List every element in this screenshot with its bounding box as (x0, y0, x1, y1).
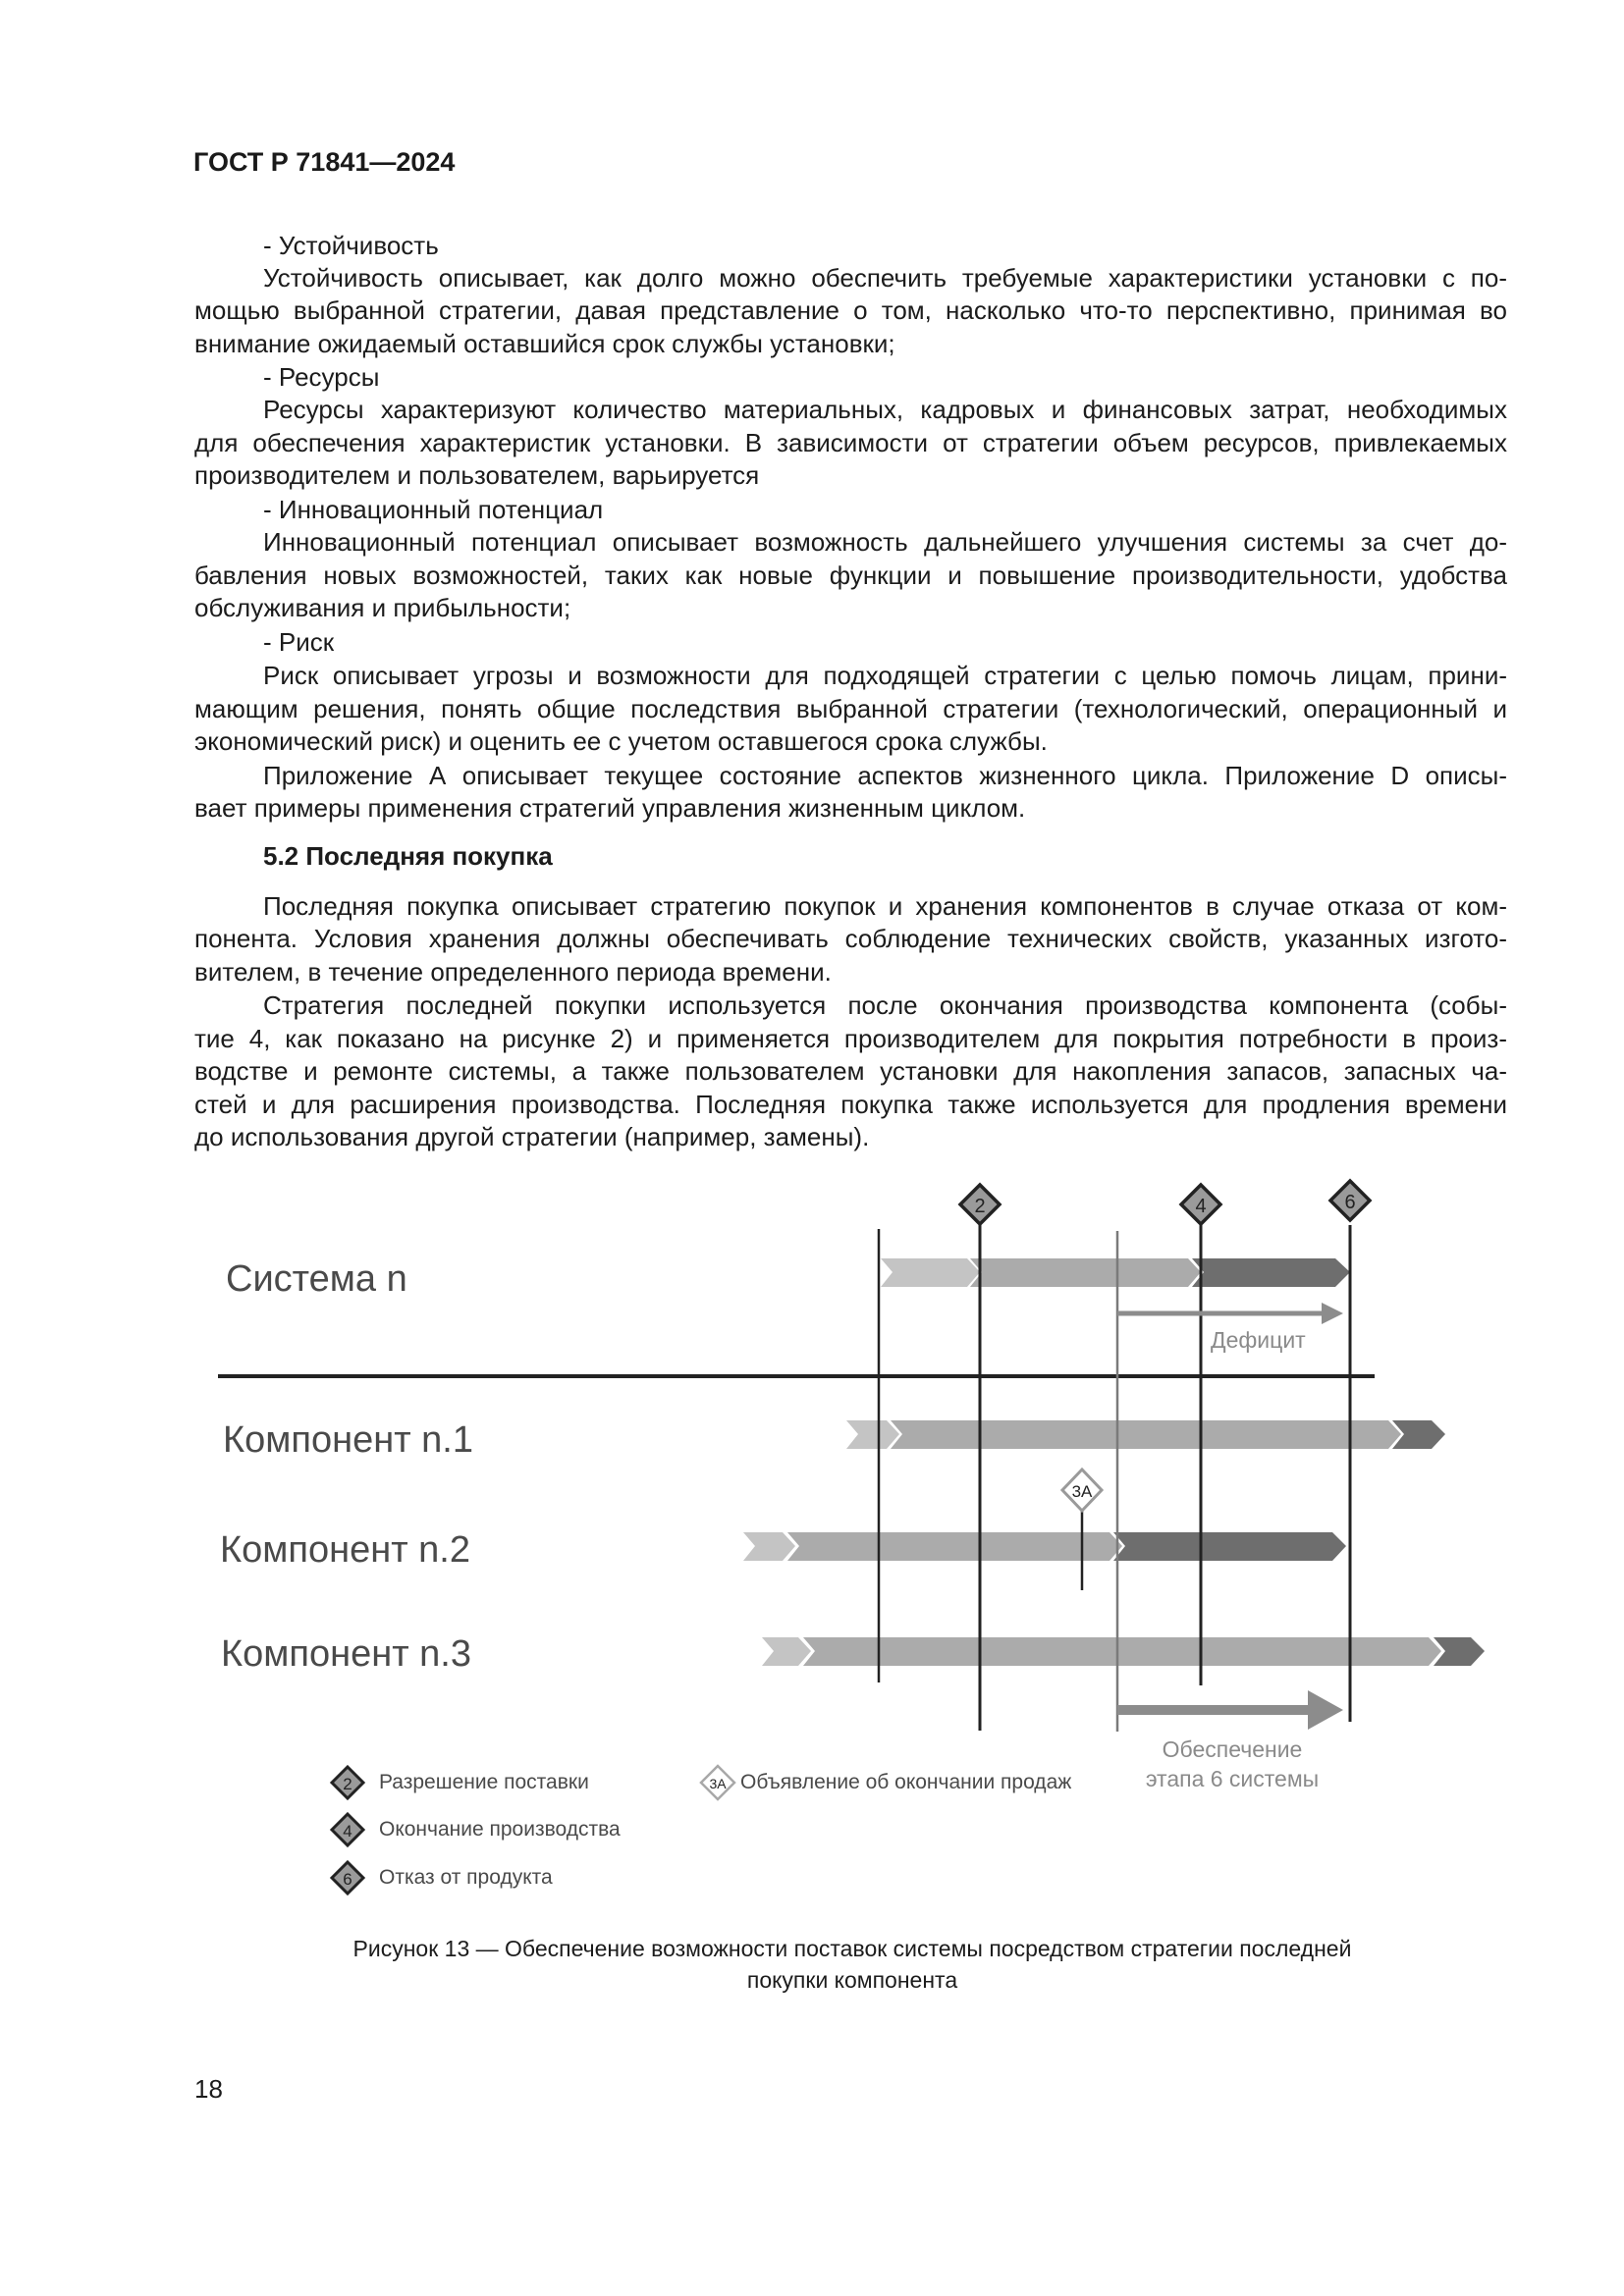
legend-milestone-6-icon (332, 1862, 363, 1894)
paragraph-line: бавления новых возможностей, таких как новые функции и повышение производительности, удобства (194, 561, 1507, 590)
paragraph-line: Ресурсы характеризуют количество материальных, кадровых и финансовых затрат, необходимых (263, 395, 1507, 424)
svg-text:2: 2 (974, 1196, 986, 1217)
paragraph-line: мающим решения, понять общие последствия выбранной стратегии (технологический, операционный и (194, 694, 1507, 723)
deficit-arrow-icon (1117, 1303, 1343, 1324)
row-label-component-1: Компонент n.1 (223, 1419, 473, 1461)
paragraph-line: до использования другой стратегии (например, замены). (194, 1122, 870, 1151)
provision-label-line-1: Обеспечение (1162, 1736, 1303, 1762)
svg-text:3A: 3A (709, 1776, 727, 1791)
svg-text:3A: 3A (1071, 1482, 1093, 1501)
milestone-6-diamond-icon (1330, 1181, 1370, 1220)
paragraph-line: экономический риск) и оценить ее с учетом оставшегося срока службы. (194, 726, 1048, 756)
paragraph-line: стей и для расширения производства. Последняя покупка также используется для продления времени (194, 1090, 1507, 1119)
milestone-3a-diamond-icon (1062, 1469, 1102, 1511)
paragraph-line: вителем, в течение определенного периода времени. (194, 957, 832, 987)
row-label-component-2: Компонент n.2 (220, 1529, 470, 1571)
legend-label-end-of-sale: Объявление об окончании продаж (740, 1771, 1072, 1793)
component-1-bar (846, 1420, 1445, 1449)
paragraph-line: обслуживания и прибыльности; (194, 593, 571, 622)
section-heading: 5.2 Последняя покупка (263, 841, 553, 871)
svg-text:6: 6 (1344, 1192, 1356, 1213)
svg-text:2: 2 (343, 1775, 352, 1793)
paragraph-line: для обеспечения характеристик установки. В зависимости от стратегии объем ресурсов, привлекаемых (194, 428, 1507, 457)
page-number: 18 (194, 2074, 223, 2104)
paragraph-line: тие 4, как показано на рисунке 2) и применяется производителем для покрытия потребности в произ- (194, 1024, 1507, 1053)
paragraph-line: внимание ожидаемый оставшийся срок службы установки; (194, 329, 895, 358)
row-label-component-3: Компонент n.3 (221, 1633, 471, 1675)
paragraph-line: вает примеры применения стратегий управления жизненным циклом. (194, 793, 1026, 823)
milestone-2-diamond-icon (960, 1185, 1000, 1224)
paragraph-line: Стратегия последней покупки используется после окончания производства компонента (собы- (263, 990, 1507, 1020)
paragraph-line: Последняя покупка описывает стратегию покупок и хранения компонентов в случае отказа от ком- (263, 891, 1507, 921)
row-label-system: Система n (226, 1258, 407, 1300)
legend-label-product-discontinuation: Отказ от продукта (379, 1866, 553, 1889)
paragraph-line: производителем и пользователем, варьируется (194, 460, 760, 490)
list-item-innovation: - Инновационный потенциал (263, 495, 604, 524)
document-id-header: ГОСТ Р 71841—2024 (193, 147, 456, 177)
legend-milestone-3a-icon (701, 1766, 734, 1799)
figure-caption-line-1: Рисунок 13 — Обеспечение возможности поставок системы посредством стратегии последней (352, 1936, 1352, 1961)
component-3-bar (762, 1637, 1485, 1666)
provision-label-line-2: этапа 6 системы (1145, 1766, 1320, 1791)
paragraph-line: мощью выбранной стратегии, давая представление о том, насколько что-то перспективно, принимая во (194, 295, 1507, 325)
legend-milestone-4-icon (332, 1814, 363, 1845)
deficit-label: Дефицит (1211, 1327, 1306, 1353)
list-item-risk: - Риск (263, 627, 335, 657)
paragraph-line: понента. Условия хранения должны обеспечивать соблюдение технических свойств, указанных изгото- (194, 924, 1507, 953)
paragraph-line: Риск описывает угрозы и возможности для подходящей стратегии с целью помочь лицам, прини- (263, 661, 1507, 690)
legend-milestone-2-icon (332, 1767, 363, 1798)
svg-text:6: 6 (343, 1870, 352, 1889)
legend-label-end-of-production: Окончание производства (379, 1818, 621, 1841)
figure-caption-line-2: покупки компонента (746, 1967, 958, 1993)
paragraph-line: Приложение А описывает текущее состояние аспектов жизненного цикла. Приложение D описы- (263, 761, 1507, 790)
list-item-sustainability: - Устойчивость (263, 231, 439, 260)
list-item-resources: - Ресурсы (263, 362, 380, 392)
paragraph-line: Устойчивость описывает, как долго можно обеспечить требуемые характеристики установки с по- (263, 263, 1507, 293)
system-bar (881, 1258, 1350, 1287)
svg-text:4: 4 (343, 1822, 352, 1841)
paragraph-line: Инновационный потенциал описывает возможность дальнейшего улучшения системы за счет до- (263, 527, 1507, 557)
paragraph-line: водстве и ремонте системы, а также пользователем установки для накопления запасов, запасных ча- (194, 1056, 1507, 1086)
provision-arrow-icon (1117, 1690, 1343, 1730)
svg-text:4: 4 (1195, 1196, 1207, 1217)
component-2-bar (743, 1532, 1346, 1561)
milestone-4-diamond-icon (1181, 1185, 1220, 1224)
legend-label-delivery-permit: Разрешение поставки (379, 1771, 589, 1793)
